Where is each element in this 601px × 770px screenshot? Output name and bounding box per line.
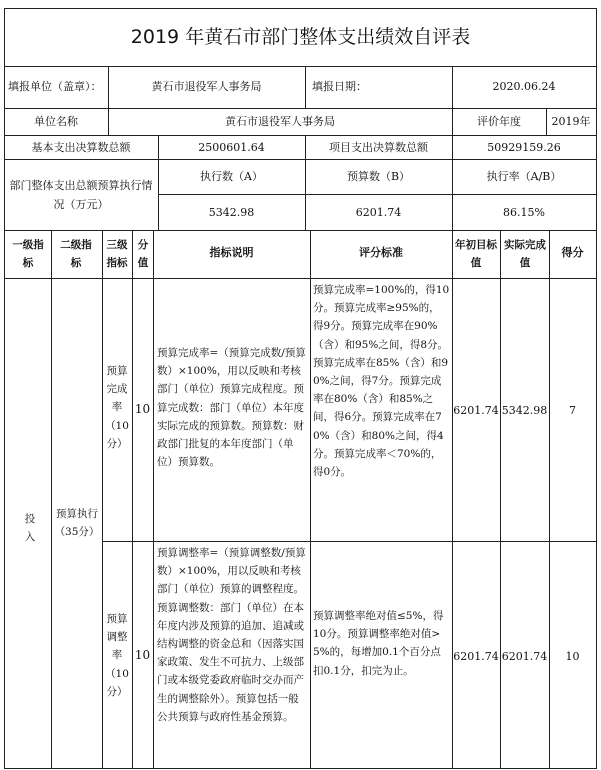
- rule: [158, 194, 597, 195]
- score-cell: 10: [565, 650, 580, 663]
- basic-label: 基本支出决算数总额: [31, 141, 131, 154]
- project-label: 项目支出决算数总额: [329, 141, 428, 154]
- target-cell: 6201.74: [453, 650, 499, 663]
- rule: [102, 230, 103, 769]
- border-top: [4, 8, 597, 9]
- actual-cell: 6201.74: [501, 650, 548, 663]
- actual-cell: 5342.98: [501, 404, 548, 417]
- rule: [4, 66, 597, 67]
- rule: [132, 230, 133, 769]
- standard-cell: 预算完成率=100%的，得10分。预算完成率≥95%的，得9分。预算完成率在90%（含）和95%之间，得8分。预算完成率在85%（含）和90%之间，得7分。预算完成率在80%（含）和85%之间，得6分。预算完成率在70%（含）和80%之间，得4分。预算完成率＜70%的，得0分。: [313, 284, 450, 479]
- exec-a-label: 执行数（A）: [200, 170, 263, 183]
- page-title: 2019 年黄石市部门整体支出绩效自评表: [130, 26, 471, 48]
- rule: [102, 541, 597, 542]
- header-standard: 评分标准: [359, 246, 403, 259]
- exec-b-value: 6201.74: [355, 206, 402, 219]
- header-actual: 实际完成值: [504, 239, 546, 270]
- level2-cell: 预算执行（35分）: [54, 508, 100, 539]
- name-label: 单位名称: [34, 115, 78, 128]
- rule: [500, 230, 501, 769]
- rule: [153, 230, 154, 769]
- header-desc: 指标说明: [209, 246, 254, 259]
- rule: [4, 230, 597, 231]
- header-level2: 二级指标: [60, 239, 92, 270]
- rule: [4, 159, 597, 160]
- border-bottom: [4, 768, 597, 769]
- rule: [4, 135, 597, 136]
- standard-cell: 预算调整率绝对值≤5%，得10分。预算调整率绝对值>5%的，每增加0.1个百分点扣0.1分，扣完为止。: [313, 610, 444, 677]
- date-label: 填报日期：: [312, 80, 367, 93]
- exec-label: 部门整体支出总额预算执行情况（万元）: [9, 179, 153, 211]
- level3-cell: 预算完成率（10分）: [105, 365, 129, 450]
- header-score: 得分: [561, 246, 584, 259]
- level3-cell: 预算调整率（10分）: [105, 613, 129, 698]
- header-level1: 一级指标: [12, 239, 44, 270]
- rule: [310, 230, 311, 769]
- score-cell: 7: [569, 404, 576, 417]
- header-level3: 三级指标: [106, 239, 128, 270]
- year-value: 2019年: [551, 115, 591, 128]
- weight-cell: 10: [134, 402, 151, 416]
- date-value: 2020.06.24: [492, 80, 556, 93]
- basic-value: 2500601.64: [198, 141, 265, 154]
- rule: [4, 278, 597, 279]
- level1-cell: 投入: [24, 513, 36, 544]
- rule: [51, 230, 52, 769]
- exec-a-value: 5342.98: [208, 206, 255, 219]
- rule: [549, 230, 550, 769]
- name-value: 黄石市退役军人事务局: [225, 115, 335, 128]
- header-weight: 分值: [137, 239, 149, 270]
- unit-value: 黄石市退役军人事务局: [151, 80, 262, 93]
- exec-rate-value: 86.15%: [503, 206, 545, 219]
- rule: [305, 66, 306, 108]
- target-cell: 6201.74: [453, 404, 499, 417]
- project-value: 50929159.26: [487, 141, 561, 154]
- exec-rate-label: 执行率（A/B）: [486, 170, 562, 183]
- desc-cell: 预算调整率=（预算调整数/预算数）×100%，用以反映和考核部门（单位）预算的调整程度。预算调整数：部门（单位）在本年度内涉及预算的追加、追减或结构调整的资金总和（因落实国家政策、发生不可抗力、上级部门或本级党委政府临时交办而产生的调整除外）。预算包括一般公共预算与政府性基金预算。: [157, 547, 306, 723]
- exec-b-label: 预算数（B）: [346, 170, 411, 183]
- rule: [4, 108, 597, 109]
- unit-label: 填报单位（盖章）：: [8, 80, 102, 93]
- year-label: 评价年度: [477, 115, 521, 128]
- rule: [452, 230, 453, 769]
- desc-cell: 预算完成率=（预算完成数/预算数）×100%，用以反映和考核部门（单位）预算完成程度。预算完成数：部门（单位）本年度实际完成的预算数。预算数：财政部门批复的本年度部门（单位）预算数。: [157, 347, 306, 469]
- weight-cell: 10: [134, 648, 151, 662]
- border-right: [596, 8, 597, 769]
- header-target: 年初目标值: [455, 239, 497, 270]
